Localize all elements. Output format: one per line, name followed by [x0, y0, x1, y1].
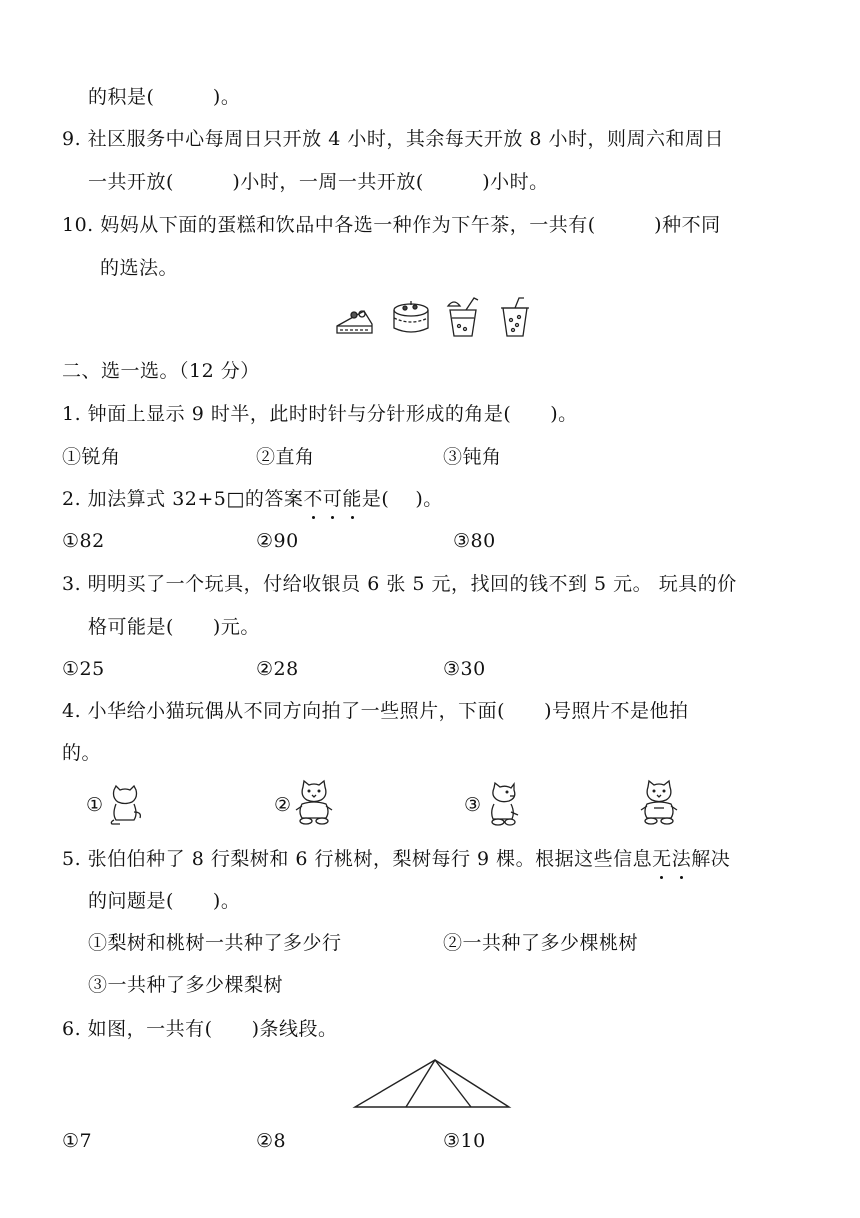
- q5-option-2: ②一共种了多少棵桃树: [443, 932, 639, 954]
- q9-line2: 一共开放( )小时，一周一共开放( )小时。: [88, 171, 549, 193]
- juice-glass-icon: [444, 296, 484, 340]
- q2-option-2: ②90: [256, 530, 299, 552]
- question-2: [62, 486, 443, 512]
- emphasis-char: 法: [671, 848, 692, 870]
- emphasis-char: 无: [652, 848, 672, 870]
- q5-text-end: 解决: [691, 848, 731, 870]
- question-4-line1: 4. 小华给小猫玩偶从不同方向拍了一些照片，下面( )号照片不是他拍: [62, 700, 689, 722]
- q5-text-start: 5. 张伯伯种了 8 行梨树和 6 行桃树，梨树每行 9 棵。根据这些信息: [62, 848, 653, 870]
- q2-option-3: ③80: [453, 530, 496, 552]
- q9-line1: 9. 社区服务中心每周日只开放 4 小时，其余每天开放 8 小时，则周六和周日: [62, 128, 725, 150]
- drink-cup-icon: [498, 296, 532, 340]
- q8-continuation: 的积是( )。: [88, 86, 241, 108]
- question-5-line2: 的问题是( )。: [88, 890, 241, 912]
- line-segments-figure: [354, 1058, 510, 1110]
- q4-photo-1-label: ①: [86, 794, 104, 816]
- q3-option-1: ①25: [62, 658, 105, 680]
- q1-option-3: ③钝角: [443, 446, 502, 468]
- cat-photo-2-icon: [294, 780, 334, 826]
- question-4-line2: 的。: [62, 742, 102, 764]
- round-cake-icon: [390, 298, 432, 338]
- emphasis-char: 能: [342, 488, 362, 510]
- cat-photo-1-icon: [106, 784, 144, 826]
- q2-option-1: ①82: [62, 530, 105, 552]
- q10-line1: 10. 妈妈从下面的蛋糕和饮品中各选一种作为下午茶，一共有( )种不同: [62, 214, 721, 236]
- q6-option-3: ③10: [443, 1130, 486, 1152]
- section-2-heading: 二、选一选。（12 分）: [62, 360, 260, 382]
- cake-slice-icon: [334, 302, 376, 338]
- q4-photo-3-label: ③: [464, 794, 482, 816]
- question-3-line1: 3. 明明买了一个玩具，付给收银员 6 张 5 元，找回的钱不到 5 元。 玩具的价: [62, 573, 737, 595]
- q5-option-3: ③一共种了多少棵梨树: [88, 974, 284, 996]
- question-1: 1. 钟面上显示 9 时半，此时时针与分针形成的角是( )。: [62, 403, 578, 425]
- question-6: 6. 如图，一共有( )条线段。: [62, 1018, 338, 1040]
- q1-option-1: ①锐角: [62, 446, 121, 468]
- q10-line2: 的选法。: [100, 257, 179, 279]
- q2-text-start: 2. 加法算式 32+5□的答案: [62, 488, 304, 510]
- q2-text-end: 是( )。: [361, 488, 443, 510]
- emphasis-char: 不: [303, 488, 323, 510]
- q3-option-2: ②28: [256, 658, 299, 680]
- question-5-line1: [62, 846, 730, 872]
- question-3-line2: 格可能是( )元。: [88, 616, 260, 638]
- q1-option-2: ②直角: [256, 446, 315, 468]
- q6-option-2: ②8: [256, 1130, 287, 1152]
- q5-option-1: ①梨树和桃树一共种了多少行: [88, 932, 342, 954]
- q6-option-1: ①7: [62, 1130, 93, 1152]
- emphasis-char: 可: [322, 488, 343, 510]
- q3-option-3: ③30: [443, 658, 486, 680]
- cat-photo-4-icon: [638, 780, 680, 826]
- cat-photo-3-icon: [484, 782, 522, 826]
- q4-photo-2-label: ②: [274, 794, 292, 816]
